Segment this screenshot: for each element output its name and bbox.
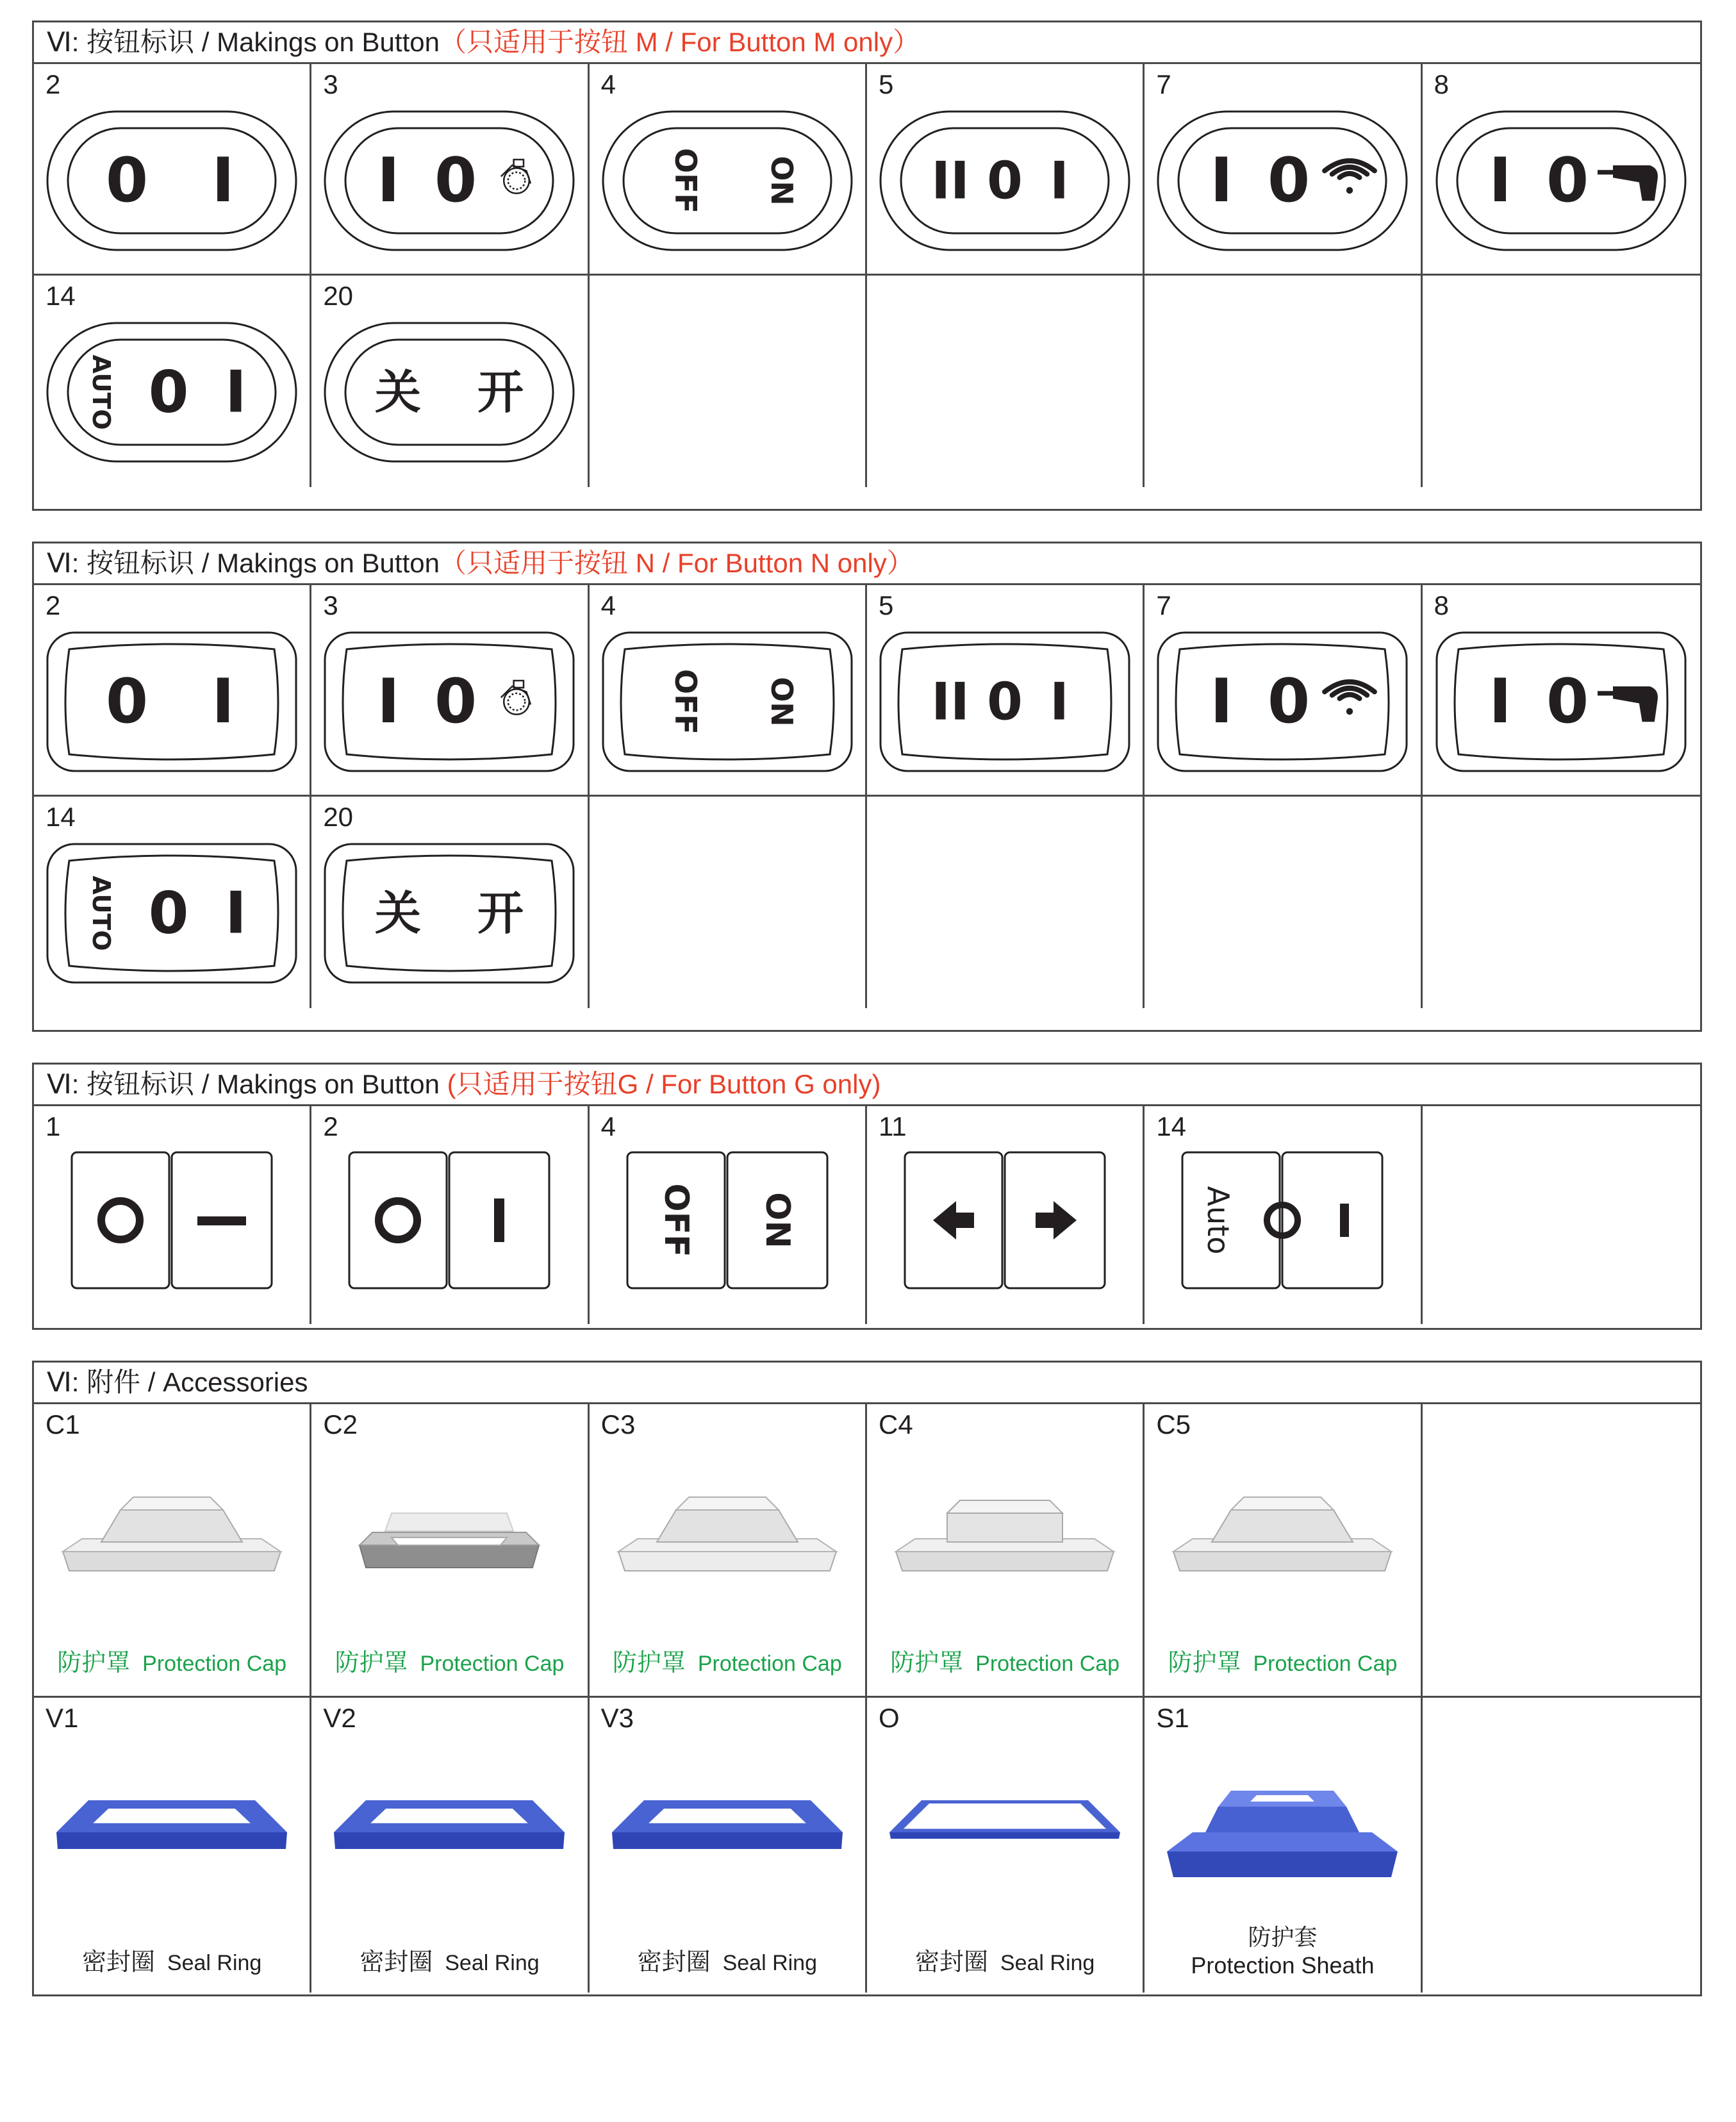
item-number: 7 xyxy=(1156,69,1171,99)
sheath-label xyxy=(1145,1923,1420,1980)
title-text: Ⅵ: 按钮标识 / Makings on Button xyxy=(47,27,440,57)
left-mark: 关 xyxy=(375,365,422,419)
right-mark: I xyxy=(1050,672,1070,732)
item-number: 11 xyxy=(879,1111,907,1141)
empty-cell xyxy=(1423,1698,1700,1993)
right-mark: I xyxy=(211,667,235,737)
dash-mark xyxy=(197,1216,246,1225)
oval-button-drawing xyxy=(599,104,856,258)
section-button-m xyxy=(32,21,1702,511)
right-mark: ON xyxy=(764,677,799,727)
right-mark: I xyxy=(1050,151,1070,211)
cap-label xyxy=(311,1643,587,1678)
left-mark: I xyxy=(377,667,401,737)
empty-cell xyxy=(867,276,1145,487)
accessory-cap-cell xyxy=(1145,1404,1422,1698)
saw-icon xyxy=(501,681,531,715)
accessory-cap-cell xyxy=(867,1404,1145,1698)
item-number: 2 xyxy=(45,590,61,620)
mid-mark: 0 xyxy=(148,879,189,947)
seal-ring-image xyxy=(889,1800,1120,1839)
accessory-cap-cell xyxy=(311,1404,589,1698)
marking-cell xyxy=(311,276,589,487)
marking-cell xyxy=(1145,1106,1422,1324)
label-cn: 密封圈 xyxy=(360,1949,433,1976)
circle-mark xyxy=(101,1201,140,1239)
marking-cell xyxy=(1423,585,1700,797)
marking-cell xyxy=(311,1106,589,1324)
marking-grid xyxy=(34,1106,1700,1324)
marking-cell xyxy=(590,64,867,276)
marking-cell xyxy=(1145,585,1422,797)
marking-cell xyxy=(1145,64,1422,276)
title-note: (只适用于按钮G / For Button G only) xyxy=(447,1069,881,1099)
left-mark: OFF xyxy=(656,1183,695,1257)
item-code: C4 xyxy=(879,1409,913,1439)
label-cn: 防护套 xyxy=(1248,1924,1318,1950)
label-cn: 密封圈 xyxy=(81,1949,155,1976)
square-rocker-drawing xyxy=(1180,1150,1385,1291)
title-text: Ⅵ: 按钮标识 / Makings on Button xyxy=(47,548,440,578)
ring-label xyxy=(867,1942,1143,1977)
square-rocker-drawing xyxy=(347,1150,552,1291)
left-mark: I xyxy=(377,145,401,216)
saw-icon xyxy=(501,160,531,194)
empty-cell xyxy=(590,797,867,1008)
item-number: 2 xyxy=(45,69,61,99)
item-number: 1 xyxy=(45,1111,61,1141)
section-button-n xyxy=(32,542,1702,1032)
left-mark: AUTO xyxy=(87,875,116,951)
item-number: 14 xyxy=(1156,1111,1187,1141)
protection-cap-image xyxy=(360,1513,539,1568)
right-mark: 开 xyxy=(477,886,524,940)
right-mark: 0 xyxy=(1546,667,1589,737)
accessory-ring-cell xyxy=(867,1698,1145,1993)
mid-mark: 0 xyxy=(987,672,1023,732)
item-number: 14 xyxy=(45,802,76,832)
item-number: 20 xyxy=(323,802,354,832)
oval-button-drawing xyxy=(44,315,300,469)
marking-cell xyxy=(34,64,311,276)
oval-button-drawing xyxy=(1154,104,1410,258)
item-number: 7 xyxy=(1156,590,1171,620)
right-mark: I xyxy=(225,879,247,947)
right-mark: 0 xyxy=(1268,667,1310,737)
accessory-ring-cell xyxy=(590,1698,867,1993)
item-code: C1 xyxy=(45,1409,80,1439)
ring-label xyxy=(590,1942,865,1977)
item-number: 3 xyxy=(323,69,338,99)
label-cn: 防护罩 xyxy=(890,1650,964,1677)
rounded-rect-button-drawing xyxy=(321,836,577,990)
square-rocker-drawing xyxy=(902,1150,1107,1291)
section-button-g xyxy=(32,1063,1702,1330)
left-mark: AUTO xyxy=(87,354,116,430)
right-mark: 0 xyxy=(434,667,477,737)
marking-cell xyxy=(590,1106,867,1324)
marking-cell xyxy=(311,585,589,797)
label-cn: 防护罩 xyxy=(57,1650,131,1677)
arrow-left-icon xyxy=(933,1201,974,1239)
label-cn: 防护罩 xyxy=(1168,1650,1241,1677)
label-cn: 密封圈 xyxy=(914,1949,988,1976)
rounded-rect-button-drawing xyxy=(44,836,300,990)
accessory-cap-cell xyxy=(34,1404,311,1698)
accessory-cap-cell xyxy=(590,1404,867,1698)
section-title xyxy=(34,1363,1700,1404)
marking-cell xyxy=(590,585,867,797)
left-mark: 0 xyxy=(106,667,149,737)
label-en: Protection Cap xyxy=(420,1652,565,1676)
left-mark: II xyxy=(931,151,970,211)
wifi-icon xyxy=(1325,161,1375,194)
label-cn: 防护罩 xyxy=(335,1650,408,1677)
bar-mark xyxy=(494,1198,504,1242)
oval-button-drawing xyxy=(321,315,577,469)
drill-icon xyxy=(1598,686,1658,722)
cap-label xyxy=(34,1643,310,1678)
rounded-rect-button-drawing xyxy=(877,625,1133,779)
left-mark: Auto xyxy=(1201,1186,1236,1255)
oval-button-drawing xyxy=(44,104,300,258)
left-mark: 0 xyxy=(106,145,149,216)
item-code: V1 xyxy=(45,1703,79,1733)
oval-button-drawing xyxy=(321,104,577,258)
left-mark: OFF xyxy=(668,148,703,213)
item-code: S1 xyxy=(1156,1703,1189,1733)
item-number: 8 xyxy=(1434,69,1450,99)
ring-label xyxy=(311,1942,587,1977)
cap-label xyxy=(867,1643,1143,1678)
right-mark: ON xyxy=(764,156,799,206)
item-number: 4 xyxy=(600,1111,616,1141)
left-mark: 关 xyxy=(375,886,422,940)
item-code: C2 xyxy=(323,1409,358,1439)
item-number: 5 xyxy=(879,590,894,620)
empty-cell xyxy=(1423,797,1700,1008)
title-text: Ⅵ: 附件 / Accessories xyxy=(47,1367,308,1397)
accessory-ring-cell xyxy=(1145,1698,1422,1993)
square-rocker-drawing xyxy=(625,1150,830,1291)
oval-button-drawing xyxy=(1433,104,1689,258)
marking-grid xyxy=(34,585,1700,1008)
label-en: Seal Ring xyxy=(722,1951,817,1975)
marking-cell xyxy=(867,585,1145,797)
left-mark: I xyxy=(1210,145,1234,216)
right-mark: ON xyxy=(757,1192,797,1248)
wifi-icon xyxy=(1325,682,1375,715)
accessory-grid xyxy=(34,1404,1700,1993)
item-code: C3 xyxy=(600,1409,636,1439)
item-number: 3 xyxy=(323,590,338,620)
left-mark: I xyxy=(1489,145,1512,216)
section-accessories xyxy=(32,1361,1702,1996)
item-number: 5 xyxy=(879,69,894,99)
item-number: 20 xyxy=(323,281,354,311)
left-mark: II xyxy=(931,672,970,732)
empty-cell xyxy=(1145,276,1422,487)
cap-label xyxy=(590,1643,865,1678)
ring-label xyxy=(34,1942,310,1977)
marking-cell xyxy=(311,797,589,1008)
seal-ring-image xyxy=(612,1800,843,1849)
item-code: V3 xyxy=(600,1703,634,1733)
protection-sheath-image xyxy=(1167,1791,1398,1877)
cap-label xyxy=(1145,1643,1420,1678)
title-note: （只适用于按钮 M / For Button M only） xyxy=(439,27,920,57)
left-mark: I xyxy=(1210,667,1234,737)
item-code: O xyxy=(879,1703,900,1733)
marking-cell xyxy=(867,64,1145,276)
item-number: 4 xyxy=(600,69,616,99)
label-en: Seal Ring xyxy=(167,1951,262,1975)
square-rocker-drawing xyxy=(69,1150,274,1291)
empty-cell xyxy=(1423,276,1700,487)
right-mark: I xyxy=(225,358,247,426)
marking-grid xyxy=(34,64,1700,487)
right-mark: I xyxy=(211,145,235,216)
label-cn: 防护罩 xyxy=(612,1650,686,1677)
protection-cap-image xyxy=(63,1497,281,1571)
rounded-rect-button-drawing xyxy=(321,625,577,779)
left-mark: I xyxy=(1489,667,1512,737)
drill-icon xyxy=(1598,165,1658,201)
section-title xyxy=(34,1065,1700,1106)
item-number: 14 xyxy=(45,281,76,311)
mid-mark: 0 xyxy=(987,151,1023,211)
title-text: Ⅵ: 按钮标识 / Makings on Button xyxy=(47,1069,447,1099)
accessory-ring-cell xyxy=(311,1698,589,1993)
rounded-rect-button-drawing xyxy=(599,625,856,779)
right-mark: 0 xyxy=(1546,145,1589,216)
item-number: 8 xyxy=(1434,590,1450,620)
label-en: Protection Sheath xyxy=(1191,1952,1375,1978)
seal-ring-image xyxy=(334,1800,565,1849)
empty-cell xyxy=(1423,1404,1700,1698)
protection-cap-image xyxy=(896,1500,1114,1571)
empty-cell xyxy=(1145,797,1422,1008)
label-cn: 密封圈 xyxy=(637,1949,711,1976)
label-en: Seal Ring xyxy=(1000,1951,1095,1975)
right-mark: 0 xyxy=(1268,145,1310,216)
marking-cell xyxy=(867,1106,1145,1324)
rounded-rect-button-drawing xyxy=(44,625,300,779)
item-code: C5 xyxy=(1156,1409,1191,1439)
marking-cell xyxy=(34,797,311,1008)
item-number: 4 xyxy=(600,590,616,620)
bar-mark xyxy=(1340,1204,1349,1237)
left-mark: OFF xyxy=(668,669,703,734)
accessory-ring-cell xyxy=(34,1698,311,1993)
title-note: （只适用于按钮 N / For Button N only） xyxy=(439,548,914,578)
empty-cell xyxy=(867,797,1145,1008)
rounded-rect-button-drawing xyxy=(1154,625,1410,779)
marking-cell xyxy=(1423,64,1700,276)
protection-cap-image xyxy=(618,1497,836,1571)
marking-cell xyxy=(34,276,311,487)
rounded-rect-button-drawing xyxy=(1433,625,1689,779)
item-number: 2 xyxy=(323,1111,338,1141)
marking-cell xyxy=(34,1106,311,1324)
mid-mark: 0 xyxy=(148,358,189,426)
label-en: Seal Ring xyxy=(445,1951,540,1975)
label-en: Protection Cap xyxy=(975,1652,1120,1676)
empty-cell xyxy=(590,276,867,487)
seal-ring-image xyxy=(56,1800,287,1849)
section-title xyxy=(34,543,1700,585)
item-code: V2 xyxy=(323,1703,356,1733)
section-title xyxy=(34,22,1700,64)
right-mark: 0 xyxy=(434,145,477,216)
label-en: Protection Cap xyxy=(1253,1652,1398,1676)
circle-mark xyxy=(379,1201,417,1239)
arrow-right-icon xyxy=(1036,1201,1077,1239)
right-mark: 开 xyxy=(477,365,524,419)
oval-button-drawing xyxy=(877,104,1133,258)
label-en: Protection Cap xyxy=(142,1652,287,1676)
label-en: Protection Cap xyxy=(697,1652,842,1676)
protection-cap-image xyxy=(1173,1497,1391,1571)
marking-cell xyxy=(311,64,589,276)
empty-cell xyxy=(1423,1106,1700,1324)
marking-cell xyxy=(34,585,311,797)
